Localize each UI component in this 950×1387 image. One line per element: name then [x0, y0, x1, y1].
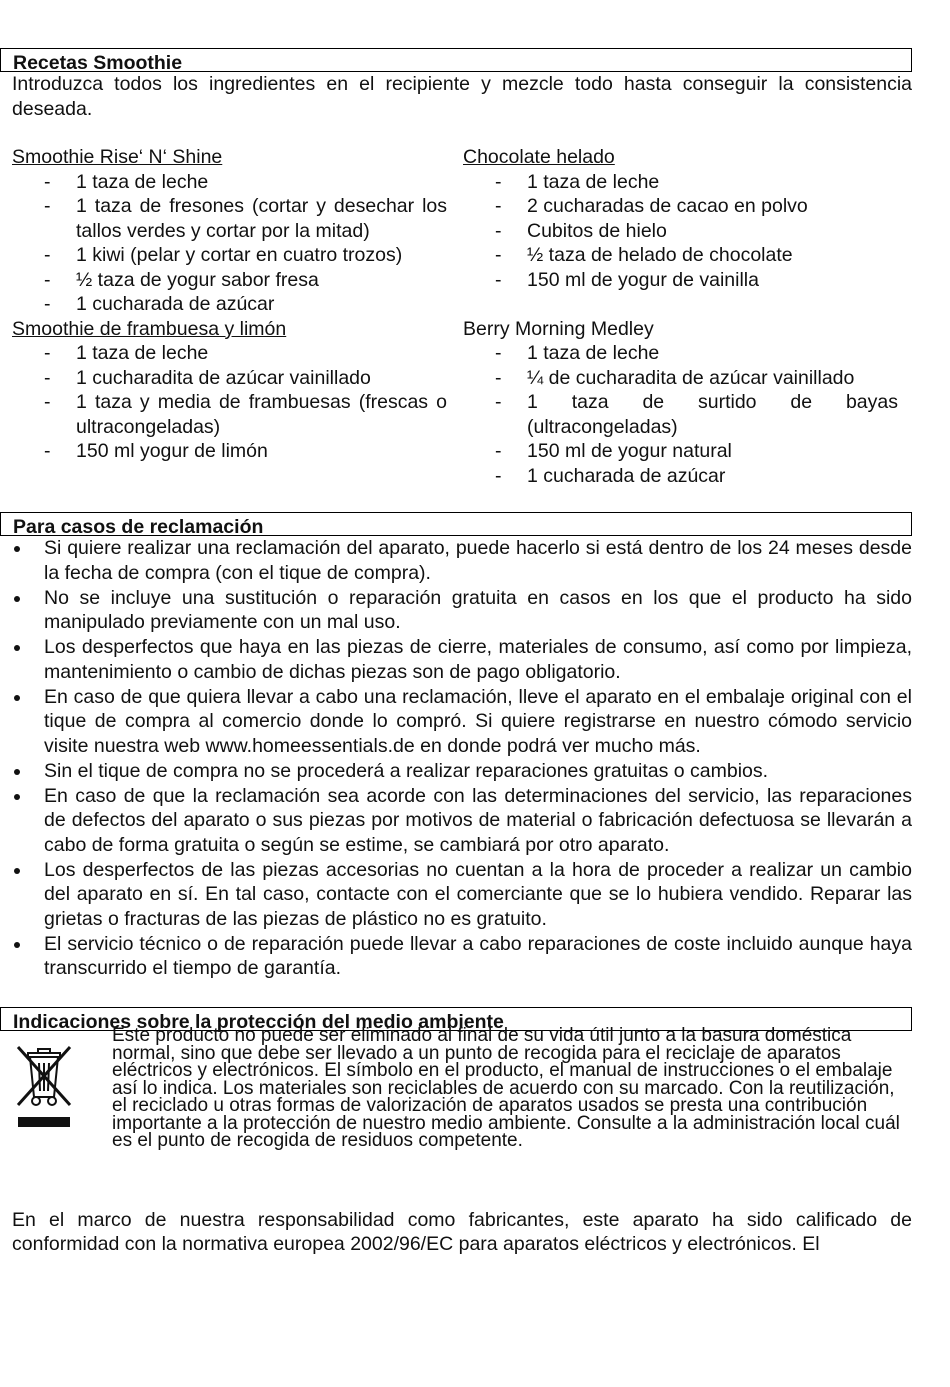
ingredient-item: - 150 ml de yogur de vainilla [463, 268, 898, 293]
bullet-icon [14, 942, 20, 948]
document-page [12, 48, 912, 1257]
ingredient-item: - 1 kiwi (pelar y cortar en cuatro trozos) [12, 243, 447, 268]
ingredient-item: - 1 taza de leche [12, 170, 447, 195]
ingredient-item: - 1 taza de leche [463, 170, 898, 195]
bullet-icon [14, 794, 20, 800]
recipes-intro: Introduzca todos los ingredientes en el recipiente y mezcle todo hasta conseguir la consistencia deseada. [12, 73, 912, 120]
ingredient-item: - 2 cucharadas de cacao en polvo [463, 194, 898, 219]
recipes-header: Recetas Smoothie [0, 48, 912, 72]
claim-item: En caso de que la reclamación sea acorde con las determinaciones del servicio, las reparaciones de defectos del aparato o sus piezas por motivos de material o fabricación defectuosa se llevarán a cabo de forma gratuita o según se estime, se cambiará por otro aparato. [12, 784, 912, 858]
ingredient-item: - 150 ml de yogur natural [463, 439, 898, 464]
recipe-title: Smoothie Rise‘ N‘ Shine [12, 146, 223, 168]
bullet-icon [14, 645, 20, 651]
claim-item: El servicio técnico o de reparación puede llevar a cabo reparaciones de coste incluido aunque haya transcurrido el tiempo de garantía. [12, 932, 912, 981]
ingredient-list [463, 341, 898, 488]
ingredient-item: - Cubitos de hielo [463, 219, 898, 244]
recipe-title: Berry Morning Medley [463, 317, 654, 340]
bullet-icon [14, 695, 20, 701]
claims-list [12, 536, 912, 981]
claim-item: No se incluye una sustitución o reparación gratuita en casos en los que el producto ha sido manipulado previamente con un mal uso. [12, 586, 912, 635]
environment-header: Indicaciones sobre la protección del medio ambiente [0, 1007, 912, 1031]
claim-item: Los desperfectos de las piezas accesorias no cuentan a la hora de proceder a realizar un cambio del aparato en sí. En tal caso, contacte con el comerciante que se lo hubiera vendido. Reparar las grietas o fracturas de las piezas de plástico no es gratuito. [12, 858, 912, 932]
ingredient-item: - ½ taza de yogur sabor fresa [12, 268, 447, 293]
ingredient-item: - 1 cucharada de azúcar [12, 292, 447, 317]
ingredient-item: - 1 cucharadita de azúcar vainillado [12, 366, 447, 391]
crossed-out-wheelie-bin-icon [12, 1031, 112, 1150]
recipe-title: Smoothie de frambuesa y limón [12, 317, 287, 340]
recipes-columns [12, 145, 912, 488]
bullet-icon [14, 546, 20, 552]
ingredient-list [463, 170, 898, 293]
ingredient-item: - 1 taza de leche [463, 341, 898, 366]
bullet-icon [14, 868, 20, 874]
environment-text: Este producto no puede ser eliminado al final de su vida útil junto a la basura doméstica normal, sino que debe ser llevado a un punto de recogida para el reciclaje de aparatos eléctricos y electrónicos. El símbolo en el producto, el manual de instrucciones o el embalaje así lo indica. Los materiales son reciclables de acuerdo con su marcado. Con la reutilización, el reciclado u otras formas de valorización de aparatos usados se presta una contribución importante a la protección de nuestro medio ambiente. Consulte a la administración local cuál es el punto de recogida de residuos competente. [112, 1025, 900, 1151]
claim-item: Los desperfectos que haya en las piezas de cierre, materiales de consumo, así como por limpieza, mantenimiento o cambio de dichas piezas son de pago obligatorio. [12, 635, 912, 684]
environment-section [12, 1025, 912, 1151]
bullet-icon [14, 596, 20, 602]
ingredient-item: - 1 taza de fresones (cortar y desechar los tallos verdes y cortar por la mitad) [12, 194, 447, 243]
recipes-right-column [463, 145, 898, 488]
ingredient-item: - 1 taza de surtido de bayas (ultracongeladas) [463, 390, 898, 439]
recipe-title: Chocolate helado [463, 146, 615, 168]
claim-item: Si quiere realizar una reclamación del aparato, puede hacerlo si está dentro de los 24 meses desde la fecha de compra (con el tique de compra). [12, 536, 912, 585]
ingredient-item: - 150 ml yogur de limón [12, 439, 447, 464]
ingredient-item: - ½ taza de helado de chocolate [463, 243, 898, 268]
ingredient-item: - ¼ de cucharadita de azúcar vainillado [463, 366, 898, 391]
claims-header: Para casos de reclamación [0, 512, 912, 536]
ingredient-item: - 1 cucharada de azúcar [463, 464, 898, 489]
ingredient-item: - 1 taza y media de frambuesas (frescas o ultracongeladas) [12, 390, 447, 439]
ingredient-list [12, 341, 447, 464]
footer-text: En el marco de nuestra responsabilidad como fabricantes, este aparato ha sido calificado de conformidad con la normativa europea 2002/96/EC para aparatos eléctricos y electrónicos. El [12, 1208, 912, 1255]
claim-item: Sin el tique de compra no se procederá a realizar reparaciones gratuitas o cambios. [12, 759, 912, 784]
ingredient-item: - 1 taza de leche [12, 341, 447, 366]
bullet-icon [14, 769, 20, 775]
recipes-left-column [12, 145, 447, 488]
ingredient-list [12, 170, 447, 317]
claim-item: En caso de que quiera llevar a cabo una reclamación, lleve el aparato en el embalaje original con el tique de compra al comercio donde lo compró. Si quiere registrarse en nuestro cómodo servicio visite nuestra web www.homeessentials.de en donde podrá ver mucho más. [12, 685, 912, 759]
